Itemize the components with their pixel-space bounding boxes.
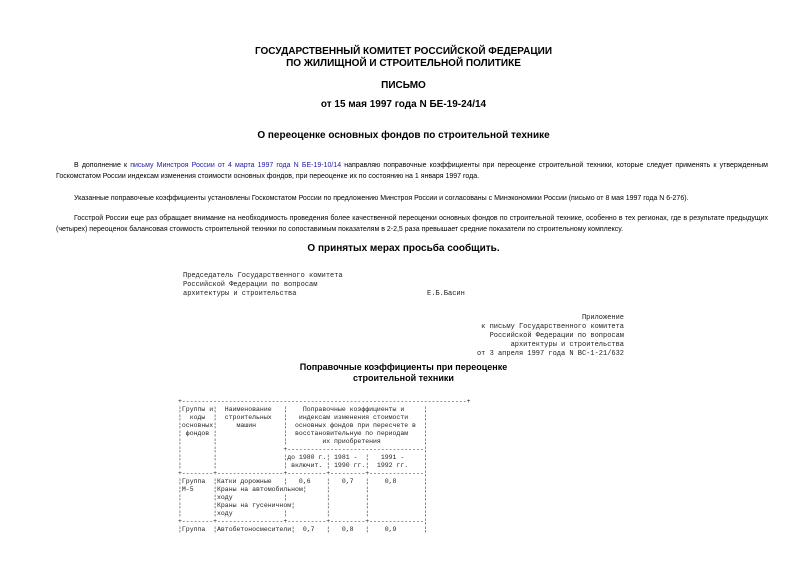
appendix-line-4: архитектуры и строительства [510, 341, 624, 349]
closing-line: О принятых мерах просьба сообщить. [307, 243, 500, 254]
signature-line-2: Российской Федерации по вопросам [183, 281, 318, 289]
paragraph-2: Указанные поправочные коэффициенты установлены Госкомстатом России по предложению Минстроя России и согласованы с Минэкономики России (письмо от 8 мая 1997 года N 6-276). [74, 195, 689, 202]
paragraph-1-before: В дополнение к [74, 162, 131, 169]
paragraph-3: Госстрой России еще раз обращает внимание на необходимость проведения более качественной переоценки основных фондов по строительной технике, особенно в тех регионах, где в результате предыдущих (четырех) переоценок балансовая стоимость строительной техники по сопоставимым показателям в 2-2,5 раза превышает средние показатели по строительному комплексу. [56, 215, 768, 233]
table-line: ¦основных¦ машин ¦ основных фондов при пересчете в ¦ [178, 422, 428, 429]
appendix-block [440, 314, 624, 359]
table-line: ¦Группа ¦Автобетоносмесители¦ 0,7 ¦ 0,8 ¦ 0,9 ¦ [178, 526, 428, 533]
signature-line-1: Председатель Государственного комитета [183, 272, 343, 280]
signature-line-3: архитектуры и строительства [183, 290, 297, 298]
paragraph-1 [56, 160, 768, 182]
table-line: +--------+-----------------+----------+---------+--------------¦ [178, 470, 428, 477]
appendix-line-1: Приложение [581, 314, 624, 322]
table-line: ¦ ¦ ¦до 1980 г.¦ 1981 - ¦ 1991 - ¦ [178, 454, 428, 461]
document-type: ПИСЬМО [381, 80, 426, 91]
table-line: ¦ ¦Краны на гусеничном¦ ¦ ¦ ¦ [178, 502, 428, 509]
header-line-1: ГОСУДАРСТВЕННЫЙ КОМИТЕТ РОССИЙСКОЙ ФЕДЕРАЦИИ [254, 46, 553, 57]
table-line: ¦ ¦ ¦ включит. ¦ 1990 гг.¦ 1992 гг. ¦ [178, 462, 428, 469]
table-line: ¦ коды ¦ строительных ¦ индексам изменения стоимости ¦ [178, 414, 428, 421]
appendix-line-2: к письму Государственного комитета [481, 323, 624, 331]
header-line-2: ПО ЖИЛИЩНОЙ И СТРОИТЕЛЬНОЙ ПОЛИТИКЕ [286, 58, 521, 69]
table-line: ¦Группы и¦ Наименование ¦ Поправочные коэффициенты и ¦ [178, 406, 428, 413]
table-line: ¦М-5 ¦Краны на автомобильном¦ ¦ ¦ ¦ [178, 486, 428, 493]
coefficients-table [178, 398, 471, 534]
document-date: от 15 мая 1997 года N БЕ-19-24/14 [320, 99, 487, 110]
table-line: ¦ фондов ¦ ¦ восстановительную по периодам ¦ [178, 430, 428, 437]
table-line: ¦ ¦ ¦ их приобретения ¦ [178, 438, 428, 445]
table-line: ¦Группа ¦Катки дорожные ¦ 0,6 ¦ 0,7 ¦ 0,8 ¦ [178, 478, 428, 485]
table-line: +-------------------------------------------------------------------------+ [178, 398, 471, 405]
appendix-line-5: от 3 апреля 1997 года N ВС-1-21/632 [476, 350, 624, 358]
appendix-line-3: Российской Федерации по вопросам [489, 332, 624, 340]
table-line: ¦ ¦ +-----------------------------------¦ [178, 446, 428, 453]
table-line: +--------+-----------------+----------+---------+--------------¦ [178, 518, 428, 525]
table-line: ¦ ¦ходу ¦ ¦ ¦ ¦ [178, 510, 428, 517]
document-subject: О переоценке основных фондов по строительной технике [257, 130, 550, 141]
reference-link[interactable]: письму Минстроя России от 4 марта 1997 года N БЕ-19-10/14 [130, 162, 342, 169]
signature-name: Е.Б.Басин [427, 290, 465, 298]
paragraph-1-after: направляю поправочные коэффициенты при переоценке строительной техники, которые следует применять к утвержденным Госкомстатом России индексам изменения стоимости основных фондов, при переоценке их по состоянию на 1 января 1997 года. [56, 162, 768, 180]
table-line: ¦ ¦ходу ¦ ¦ ¦ ¦ [178, 494, 428, 501]
table-title-line-2: строительной техники [353, 373, 454, 383]
table-title-line-1: Поправочные коэффициенты при переоценке [299, 362, 508, 372]
